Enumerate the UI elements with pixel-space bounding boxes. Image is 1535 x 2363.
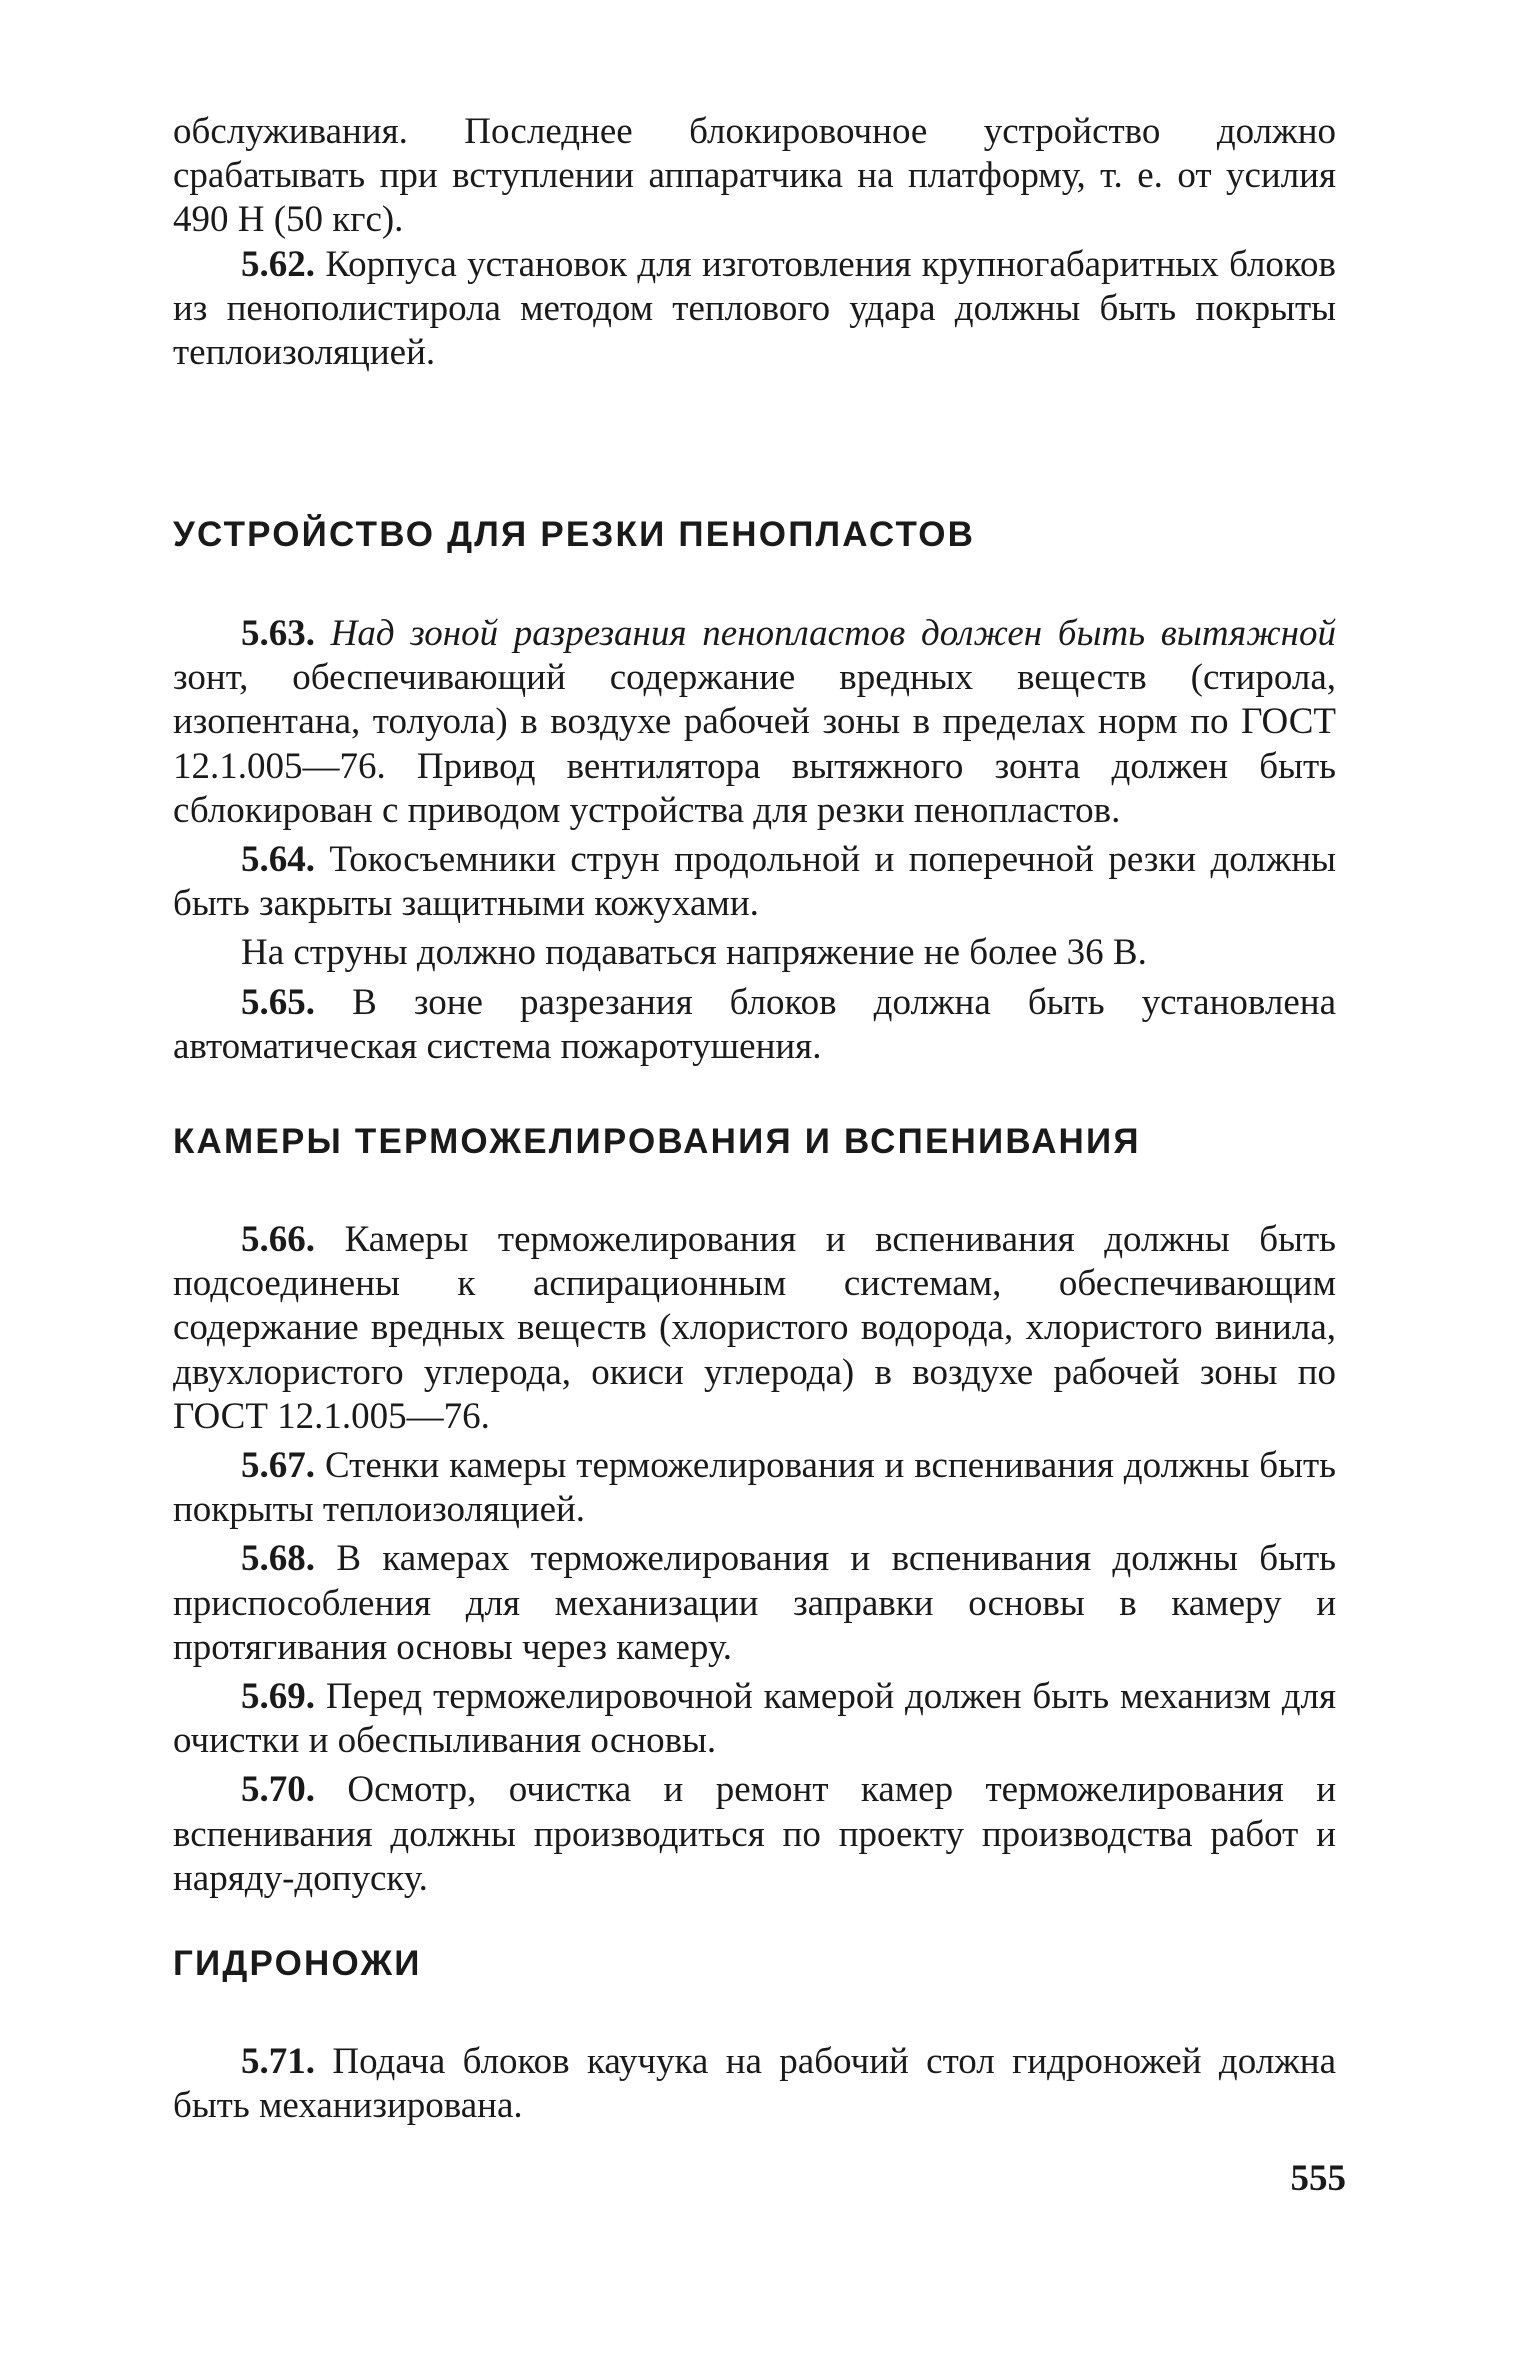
paragraph-5-64-voltage: На струны должно подаваться напряжение не более 36 В.	[241, 932, 1147, 974]
paragraph-number: 5.66.	[241, 1219, 315, 1260]
paragraph-5-70: 5.70. Осмотр, очистка и ремонт камер терможелирования и вспенивания должны производиться по проекту производства работ и наряду-допуску.	[173, 1769, 1337, 1899]
paragraph-5-67: 5.67. Стенки камеры терможелирования и вспенивания должны быть покрыты теплоизоляцией.	[173, 1445, 1337, 1531]
paragraph-number: 5.69.	[241, 1676, 315, 1718]
paragraph-number: 5.63.	[241, 613, 315, 654]
section-body-hydroknives	[173, 2040, 1336, 2128]
paragraph-5-65: 5.65. В зоне разрезания блоков должна быть установлена автоматическая система пожаротушения.	[173, 981, 1337, 1067]
page-number: 555	[1290, 2158, 1346, 2199]
paragraph-number: 5.64.	[241, 839, 315, 881]
paragraph-5-62: 5.62. Корпуса установок для изготовления крупногабаритных блоков из пенополистирола методом теплового удара должны быть покрыты теплоизоляцией.	[173, 243, 1336, 374]
section-heading-chambers: КАМЕРЫ ТЕРМОЖЕЛИРОВАНИЯ И ВСПЕНИВАНИЯ	[173, 1122, 1141, 1161]
paragraph-number: 5.67.	[241, 1445, 315, 1487]
paragraph-5-64: 5.64. Токосъемники струн продольной и поперечной резки должны быть закрыты защитными кожухами.	[173, 839, 1336, 925]
paragraph-number: 5.65.	[241, 981, 315, 1023]
paragraph-continuation: обслуживания. Последнее блокировочное устройство должно срабатывать при вступлении аппаратчика на платформу, т. е. от усилия 490 Н (50 кгс).	[173, 111, 1336, 241]
paragraph-5-69: 5.69. Перед терможелировочной камерой должен быть механизм для очистки и обеспыливания основы.	[173, 1676, 1337, 1762]
paragraph-5-63: 5.63. Над зоной разрезания пенопластов должен быть вытяжной зонт, обеспечивающий содержание вредных веществ (стирола, изопентана, толуола) в воздухе рабочей зоны в пределах норм по ГОСТ 12.1.005—76. Привод вентилятора вытяжного зонта должен быть сблокирован с приводом устройства для резки пенопластов.	[173, 613, 1336, 831]
paragraph-number: 5.62.	[241, 243, 315, 285]
section-heading-foam-cutting: УСТРОЙСТВО ДЛЯ РЕЗКИ ПЕНОПЛАСТОВ	[173, 515, 976, 554]
paragraph-number: 5.68.	[241, 1538, 315, 1580]
paragraph-number: 5.70.	[241, 1769, 315, 1811]
paragraph-5-68: 5.68. В камерах терможелирования и вспенивания должны быть приспособления для механизации заправки основы в камеру и протягивания основы через камеру.	[173, 1538, 1337, 1668]
section-body-foam-cutting	[173, 612, 1336, 1069]
paragraph-5-66: 5.66. Камеры терможелирования и вспенивания должны быть подсоединены к аспирационным системам, обеспечивающим содержание вредных веществ (хлористого водорода, хлористого винила, двухлористого углерода, окиси углерода) в воздухе рабочей зоны по ГОСТ 12.1.005—76.	[173, 1219, 1337, 1437]
top-text-block	[173, 110, 1336, 375]
paragraph-5-71: 5.71. Подача блоков каучука на рабочий стол гидроножей должна быть механизирована.	[173, 2041, 1336, 2127]
paragraph-number: 5.71.	[241, 2041, 315, 2082]
section-body-chambers	[173, 1218, 1336, 1901]
section-heading-hydroknives: ГИДРОНОЖИ	[173, 1944, 422, 1983]
